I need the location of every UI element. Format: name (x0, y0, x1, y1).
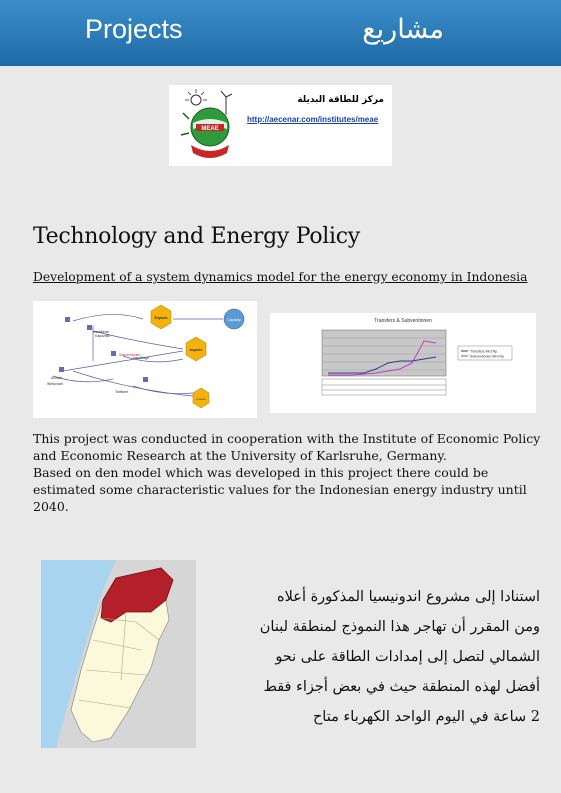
transfers-subsidies-chart (270, 313, 536, 413)
chart-title: Transfers & Subventionen (374, 318, 432, 324)
description-line: Based on den model which was developed in this project there could be (33, 465, 489, 480)
description-line: This project was conducted in cooperation with the Institute of Economic Policy (33, 431, 541, 446)
header-title-en: Projects (85, 14, 183, 44)
svg-text:Tarifwert: Tarifwert (115, 390, 129, 394)
svg-text:Subventionen: Subventionen (119, 353, 141, 357)
description-line: and Economic Research at the University of Karlsruhe, Germany. (33, 448, 447, 463)
header-title-ar: مشاريع (362, 14, 444, 45)
svg-text:Nachfrage: Nachfrage (133, 356, 150, 360)
institute-name-ar: مركز للطاقة البديلة (297, 95, 384, 105)
institute-logo (169, 85, 392, 166)
svg-text:Installierte: Installierte (93, 330, 109, 334)
svg-text:Anzahl: Anzahl (51, 376, 62, 380)
diagram-node-label: Capacity (227, 318, 241, 322)
arabic-line: الشمالي لتصل إلى إمدادات الطاقة على نحو (275, 649, 540, 665)
svg-text:MEAE: MEAE (201, 126, 219, 132)
arabic-line: ومن المقرر أن تهاجر هذا النموذج لمنطقة لبنان (259, 619, 540, 635)
description-line: 2040. (33, 499, 69, 514)
system-dynamics-diagram (33, 301, 257, 418)
chart-legend-label: Transfers Mrd Rp (470, 349, 498, 354)
arabic-line: استنادا إلى مشروع اندونيسيا المذكورة أعلاه (277, 589, 540, 605)
page-header (0, 0, 561, 66)
arabic-description (214, 582, 540, 732)
page-title: Technology and Energy Policy (33, 224, 360, 249)
project-description (33, 430, 557, 515)
diagram-node-label: Exports (154, 316, 168, 320)
arabic-line: 2 ساعة في اليوم الواحد الكهرباء متاح (312, 709, 540, 725)
lebanon-map (41, 560, 196, 748)
chart-legend-label: Subventionen Mrd Rp (470, 354, 504, 359)
project-subtitle: Development of a system dynamics model for the energy economy in Indonesia (33, 270, 528, 284)
svg-text:Kapazitat: Kapazitat (95, 334, 110, 338)
description-line: estimated some characteristic values for the Indonesian energy industry until (33, 482, 527, 497)
institute-url-link[interactable]: http://aecenar.com/institutes/meae (247, 115, 379, 124)
svg-text:Wirtschaft: Wirtschaft (47, 382, 63, 386)
arabic-line: أفضل لهذه المنطقة حيث في بعض أجزاء فقط (263, 679, 540, 695)
diagram-node-label: Imports (189, 348, 203, 352)
diagram-node-label: Losses (196, 397, 206, 401)
